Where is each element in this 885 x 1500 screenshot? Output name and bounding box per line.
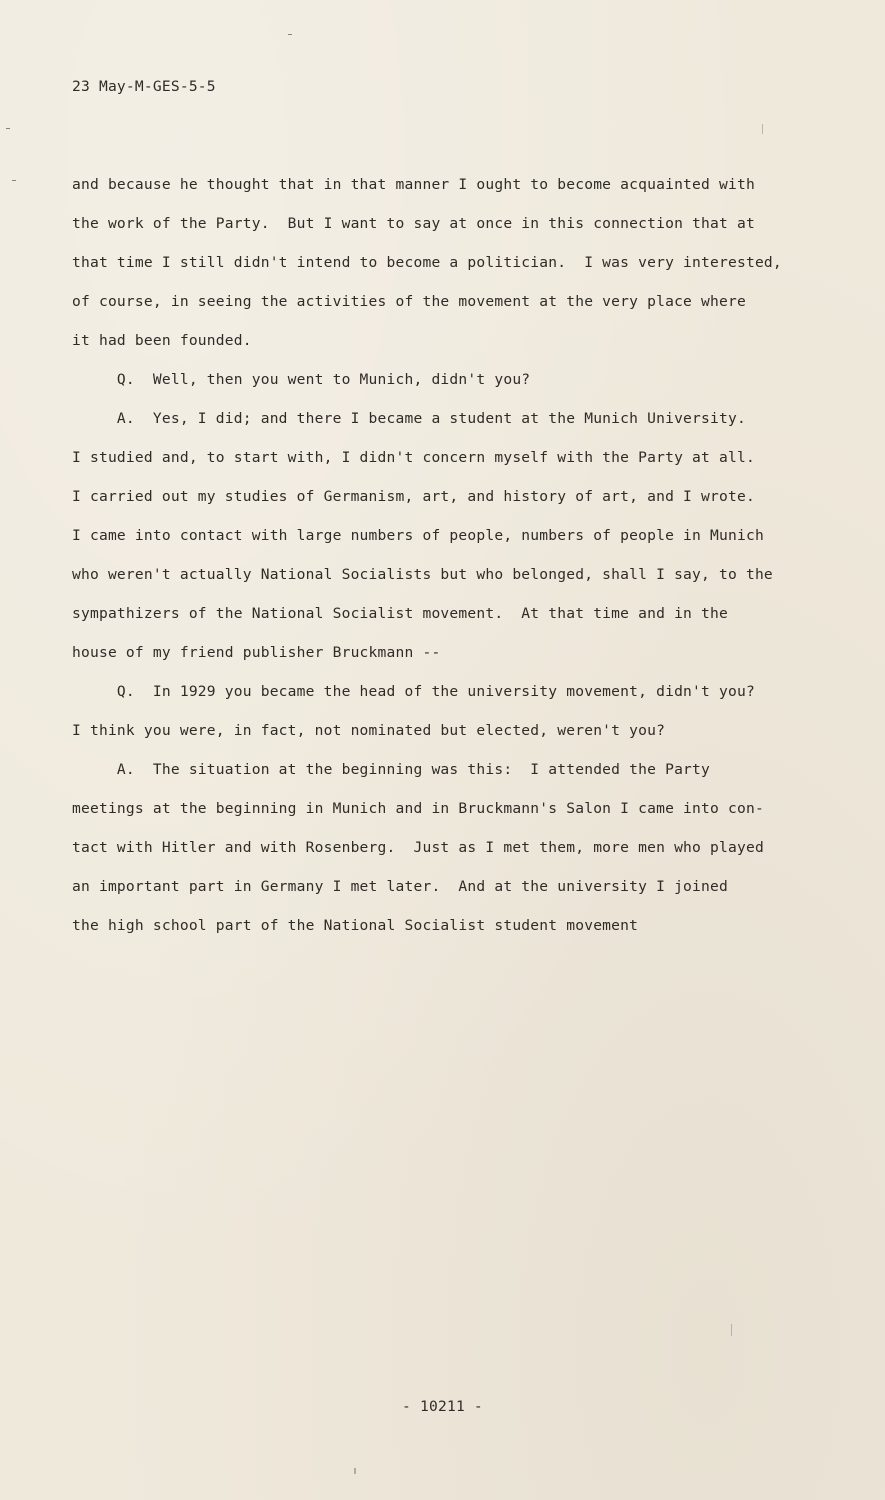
- text-line: I came into contact with large numbers of people, numbers of people in Munich: [72, 527, 764, 544]
- text-line: meetings at the beginning in Munich and in Bruckmann's Salon I came into con-: [72, 800, 764, 817]
- text-line: the high school part of the National Socialist student movement: [72, 917, 639, 934]
- paper-speck: [731, 1324, 732, 1336]
- text-line: I think you were, in fact, not nominated but elected, weren't you?: [72, 722, 666, 739]
- text-line: sympathizers of the National Socialist movement. At that time and in the: [72, 605, 728, 622]
- answer-line: A. The situation at the beginning was this: I attended the Party: [72, 761, 711, 778]
- document-reference: 23 May-M-GES-5-5: [72, 78, 216, 95]
- paper-speck: [288, 34, 292, 35]
- text-line: house of my friend publisher Bruckmann --: [72, 644, 441, 661]
- text-line: that time I still didn't intend to become a politician. I was very interested,: [72, 254, 782, 271]
- text-line: and because he thought that in that manner I ought to become acquainted with: [72, 176, 755, 193]
- question-line: Q. In 1929 you became the head of the university movement, didn't you?: [72, 683, 755, 700]
- text-line: of course, in seeing the activities of the movement at the very place where: [72, 293, 746, 310]
- paper-speck: [354, 1468, 356, 1474]
- text-line: tact with Hitler and with Rosenberg. Just as I met them, more men who played: [72, 839, 764, 856]
- text-line: I studied and, to start with, I didn't concern myself with the Party at all.: [72, 449, 755, 466]
- text-line: I carried out my studies of Germanism, art, and history of art, and I wrote.: [72, 488, 755, 505]
- paper-speck: [12, 180, 16, 181]
- question-line: Q. Well, then you went to Munich, didn't you?: [72, 371, 531, 388]
- paper-speck: [6, 128, 10, 129]
- text-line: it had been founded.: [72, 332, 252, 349]
- text-line: who weren't actually National Socialists but who belonged, shall I say, to the: [72, 566, 773, 583]
- answer-line: A. Yes, I did; and there I became a student at the Munich University.: [72, 410, 746, 427]
- page-number: - 10211 -: [402, 1398, 483, 1415]
- paper-speck: [762, 124, 763, 134]
- text-line: the work of the Party. But I want to say at once in this connection that at: [72, 215, 755, 232]
- text-line: an important part in Germany I met later. And at the university I joined: [72, 878, 728, 895]
